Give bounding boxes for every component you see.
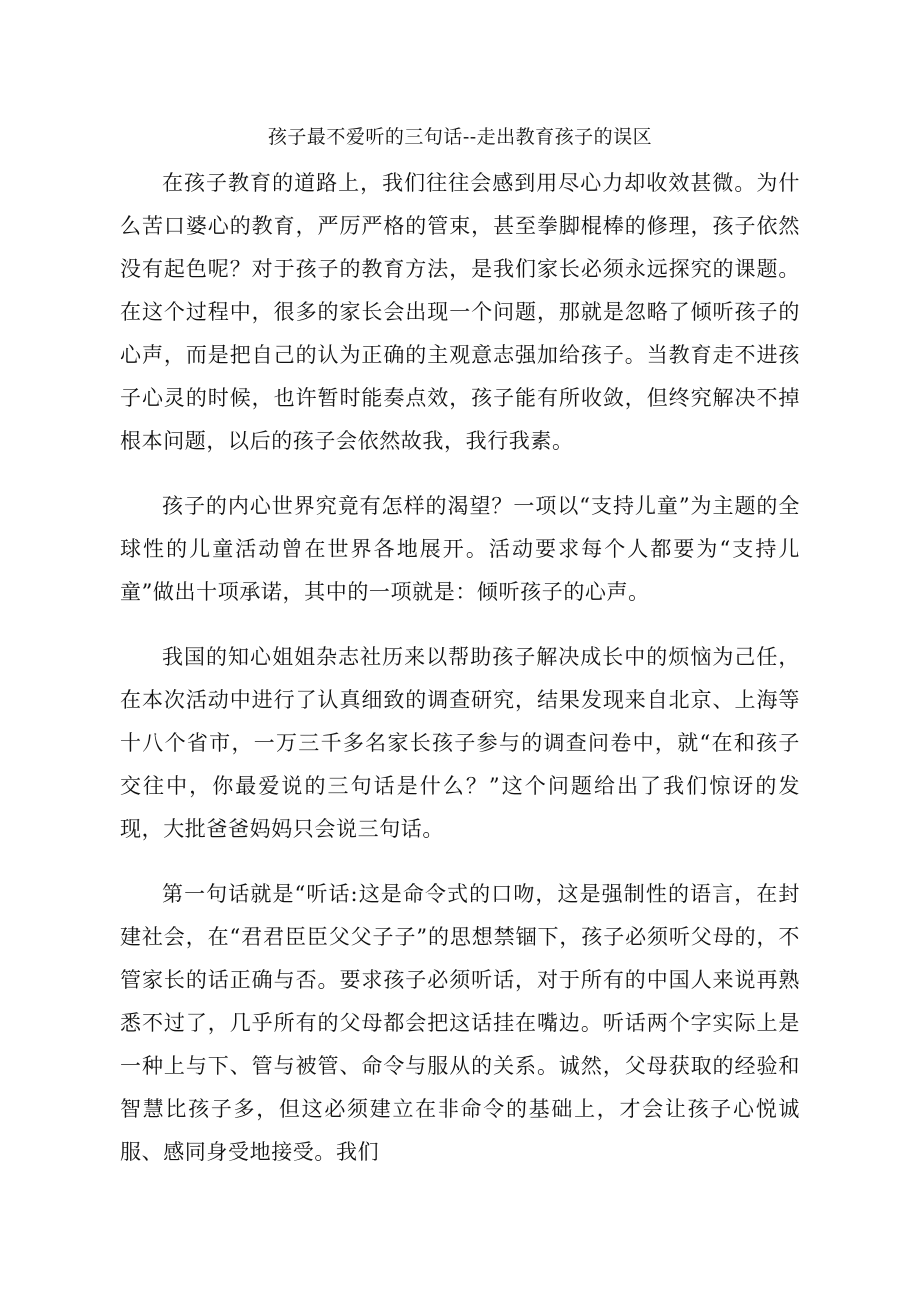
document-title: 孩子最不爱听的三句话--走出教育孩子的误区 xyxy=(267,126,653,148)
paragraph-4: 第一句话就是“听话:这是命令式的口吻，这是强制性的语言，在封建社会，在“君君臣臣父父子子”的思想禁锢下，孩子必须听父母的，不管家长的话正确与否。要求孩子必须听话，对于所有的中国人来说再熟悉不过了，几乎所有的父母都会把这话挂在嘴边。听话两个字实际上是一种上与下、管与被管、命令与服从的关系。诚然，父母获取的经验和智慧比孩子多，但这必须建立在非命令的基础上，才会让孩子心悦诚服、感同身受地接受。我们 xyxy=(120,882,800,1164)
paragraph-3: 我国的知心姐姐杂志社历来以帮助孩子解决成长中的烦恼为己任，在本次活动中进行了认真细致的调查研究，结果发现来自北京、上海等十八个省市，一万三千多名家长孩子参与的调查问卷中，就“在和孩子交往中，你最爱说的三句话是什么？”这个问题给出了我们惊讶的发现，大批爸爸妈妈只会说三句话。 xyxy=(120,645,800,841)
paragraph-2: 孩子的内心世界究竟有怎样的渴望？一项以“支持儿童”为主题的全球性的儿童活动曾在世界各地展开。活动要求每个人都要为“支持儿童”做出十项承诺，其中的一项就是：倾听孩子的心声。 xyxy=(120,494,800,604)
paragraph-1: 在孩子教育的道路上，我们往往会感到用尽心力却收效甚微。为什么苦口婆心的教育，严厉严格的管束，甚至拳脚棍棒的修理，孩子依然没有起色呢？对于孩子的教育方法，是我们家长必须永远探究的课题。在这个过程中，很多的家长会出现一个问题，那就是忽略了倾听孩子的心声，而是把自己的认为正确的主观意志强加给孩子。当教育走不进孩子心灵的时候，也许暂时能奏点效，孩子能有所收敛，但终究解决不掉根本问题，以后的孩子会依然故我，我行我素。 xyxy=(120,171,800,453)
